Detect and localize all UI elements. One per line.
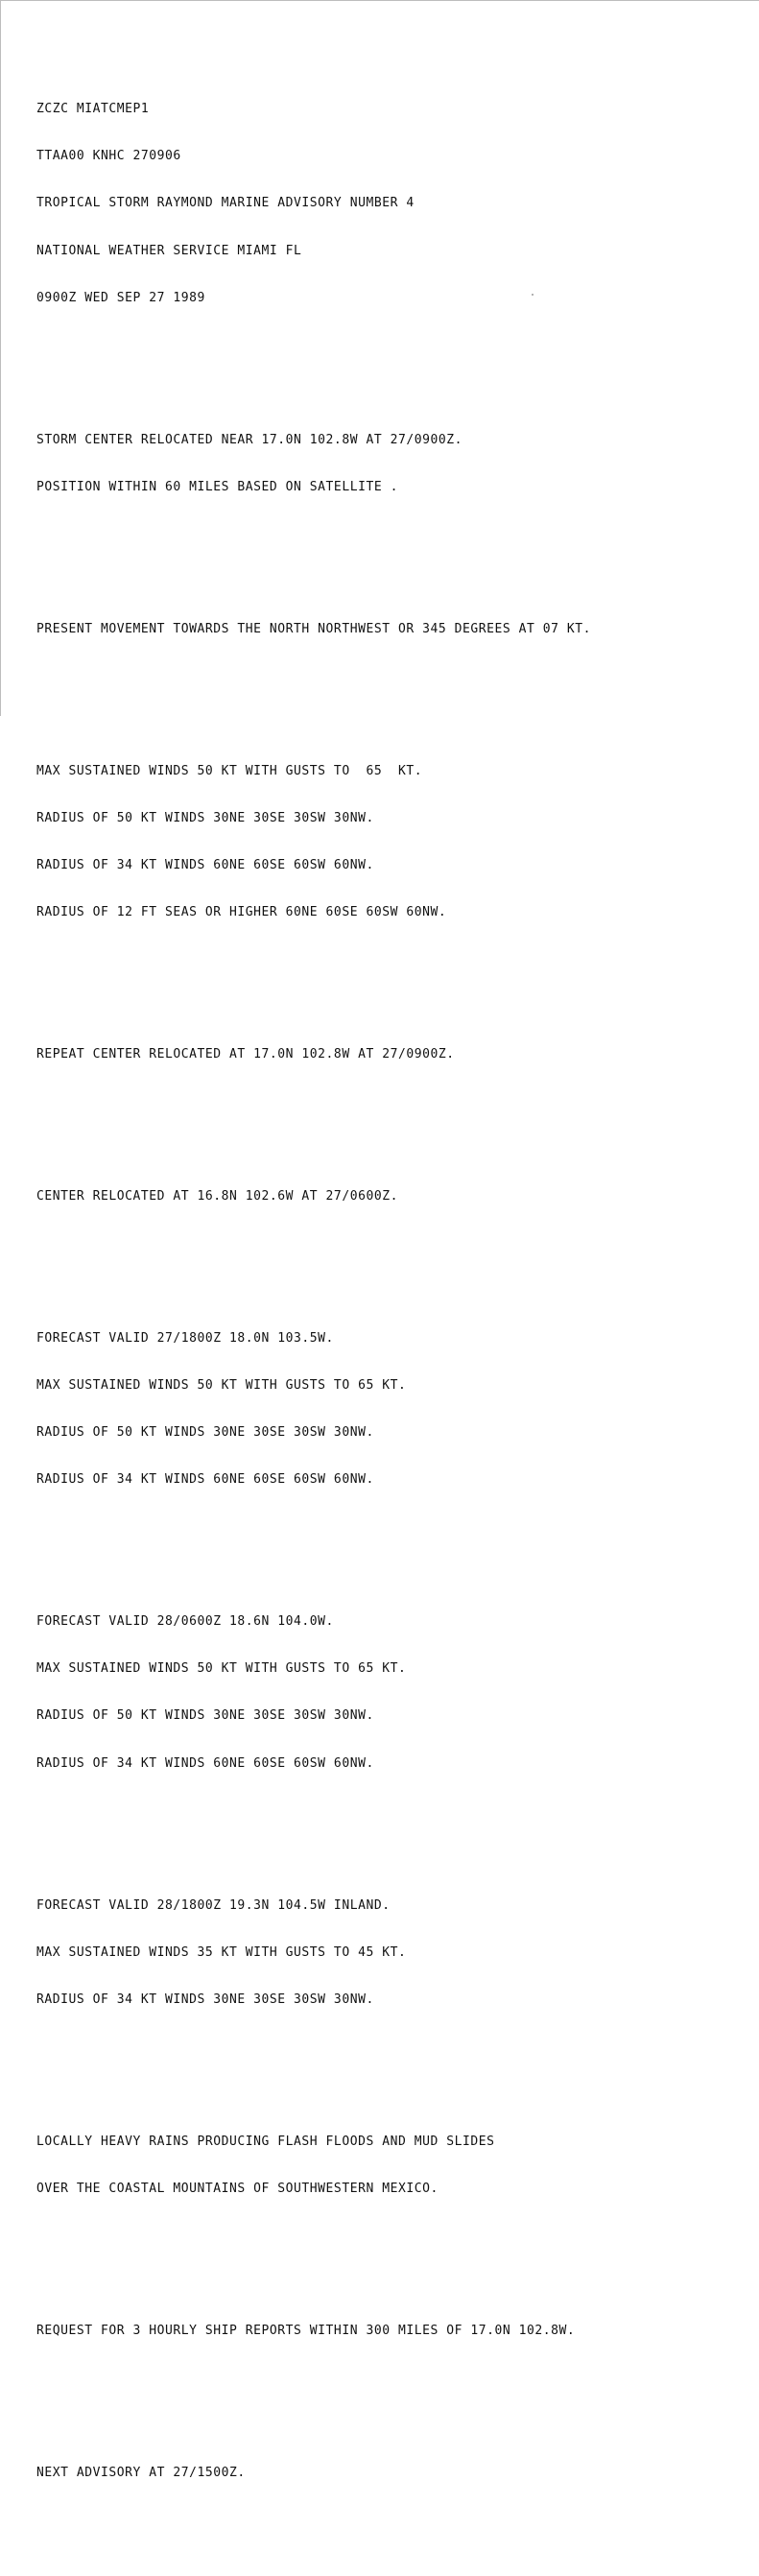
scan-speck (532, 294, 534, 296)
movement-block (36, 590, 747, 669)
position-line: POSITION WITHIN 60 MILES BASED ON SATELLITE . (36, 479, 398, 494)
next-advisory-block (36, 2434, 747, 2513)
forecast-line: RADIUS OF 34 KT WINDS 60NE 60SE 60SW 60NW. (36, 1755, 374, 1771)
header-block (36, 70, 747, 338)
position-block (36, 401, 747, 527)
header-line: TTAA00 KNHC 270906 (36, 149, 181, 164)
header-line: NATIONAL WEATHER SERVICE MIAMI FL (36, 243, 302, 258)
forecast-line: MAX SUSTAINED WINDS 35 KT WITH GUSTS TO 45 KT. (36, 1944, 407, 1960)
forecast-line: RADIUS OF 50 KT WINDS 30NE 30SE 30SW 30NW. (36, 1425, 374, 1441)
rains-line: LOCALLY HEAVY RAINS PRODUCING FLASH FLOODS AND MUD SLIDES (36, 2134, 495, 2149)
forecast-block-2 (36, 1583, 747, 1803)
position-line: STORM CENTER RELOCATED NEAR 17.0N 102.8W AT 27/0900Z. (36, 432, 463, 447)
winds-line: RADIUS OF 50 KT WINDS 30NE 30SE 30SW 30NW. (36, 810, 374, 825)
winds-block (36, 732, 747, 953)
winds-line: RADIUS OF 34 KT WINDS 60NE 60SE 60SW 60NW. (36, 857, 374, 872)
winds-line: RADIUS OF 12 FT SEAS OR HIGHER 60NE 60SE 60SW 60NW. (36, 905, 447, 920)
winds-line: MAX SUSTAINED WINDS 50 KT WITH GUSTS TO 65 KT. (36, 763, 423, 778)
rains-block (36, 2103, 747, 2229)
ship-request-block (36, 2292, 747, 2371)
repeat-line: REPEAT CENTER RELOCATED AT 17.0N 102.8W AT 27/0900Z. (36, 1046, 455, 1061)
ship-request-line: REQUEST FOR 3 HOURLY SHIP REPORTS WITHIN 300 MILES OF 17.0N 102.8W. (36, 2323, 576, 2338)
header-line: TROPICAL STORM RAYMOND MARINE ADVISORY NUMBER 4 (36, 196, 415, 211)
forecast-line: MAX SUSTAINED WINDS 50 KT WITH GUSTS TO 65 KT. (36, 1661, 407, 1677)
forecast-line: RADIUS OF 50 KT WINDS 30NE 30SE 30SW 30NW. (36, 1708, 374, 1724)
header-line: 0900Z WED SEP 27 1989 (36, 290, 205, 305)
forecast-line: FORECAST VALID 27/1800Z 18.0N 103.5W. (36, 1330, 334, 1346)
forecast-line: FORECAST VALID 28/1800Z 19.3N 104.5W INLAND. (36, 1897, 391, 1913)
prior-position-block (36, 1157, 747, 1236)
advisory-text (36, 23, 747, 2576)
header-line: ZCZC MIATCMEP1 (36, 102, 150, 117)
movement-line: PRESENT MOVEMENT TOWARDS THE NORTH NORTHWEST OR 345 DEGREES AT 07 KT. (36, 621, 591, 636)
forecast-line: MAX SUSTAINED WINDS 50 KT WITH GUSTS TO 65 KT. (36, 1377, 407, 1393)
prior-position-line: CENTER RELOCATED AT 16.8N 102.6W AT 27/0600Z. (36, 1188, 398, 1204)
rains-line: OVER THE COASTAL MOUNTAINS OF SOUTHWESTERN MEXICO. (36, 2181, 439, 2196)
repeat-block (36, 1015, 747, 1094)
forecast-block-3 (36, 1867, 747, 2039)
forecast-line: RADIUS OF 34 KT WINDS 30NE 30SE 30SW 30NW. (36, 1992, 374, 2007)
forecast-line: FORECAST VALID 28/0600Z 18.6N 104.0W. (36, 1614, 334, 1630)
forecast-line: RADIUS OF 34 KT WINDS 60NE 60SE 60SW 60NW. (36, 1472, 374, 1488)
next-advisory-line: NEXT ADVISORY AT 27/1500Z. (36, 2465, 246, 2480)
forecast-block-1 (36, 1300, 747, 1520)
